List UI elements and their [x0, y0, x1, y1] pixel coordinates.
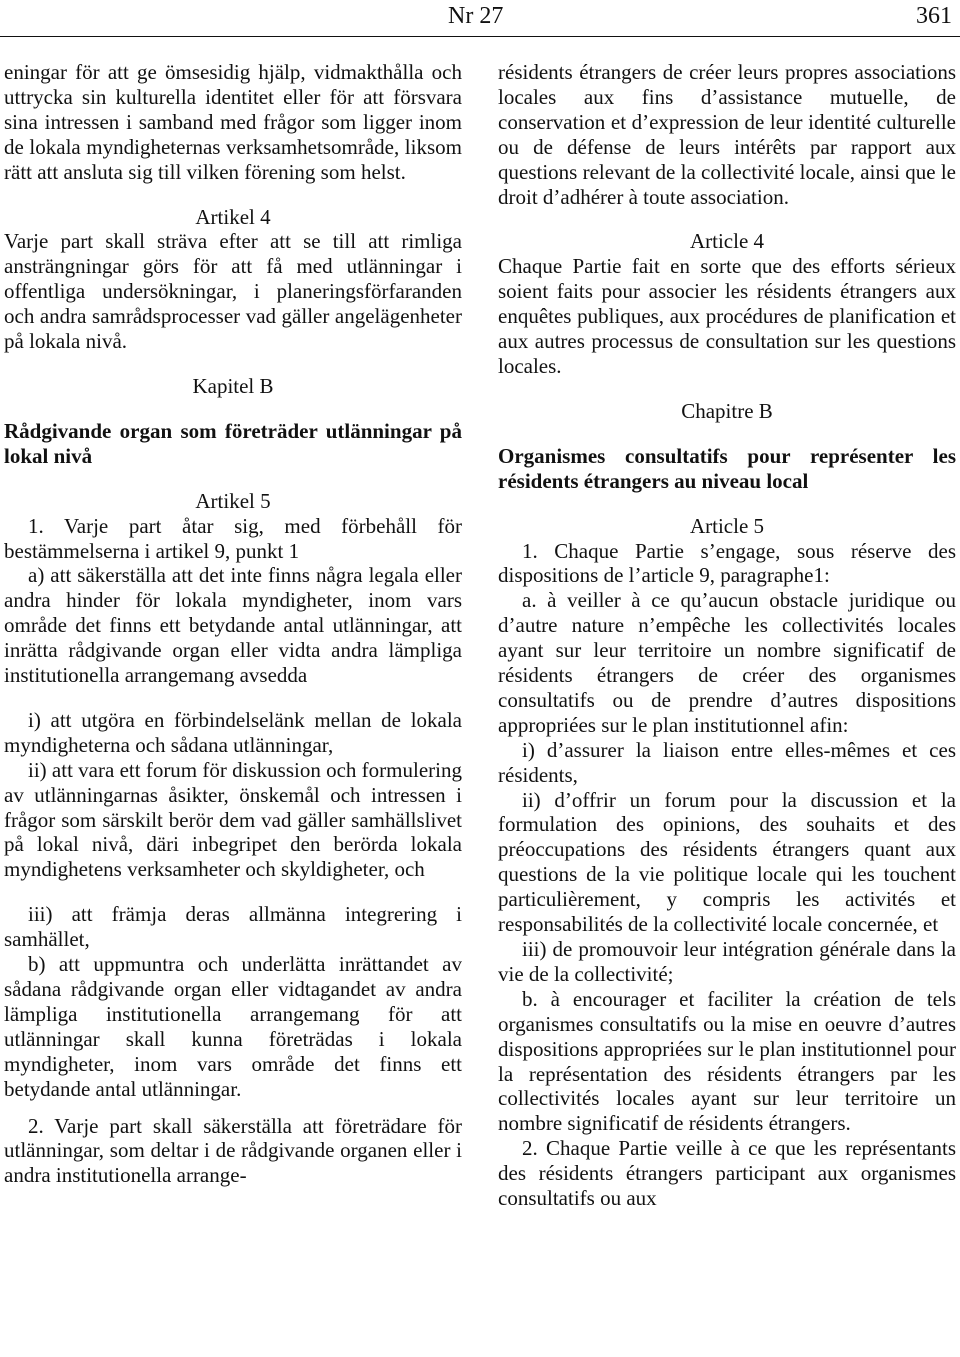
article-4-text: Chaque Partie fait en sorte que des efforts sérieux soient faits pour associer les résidents étrangers aux enquêtes publiques, aux procédures de planification et aux autres processus de consultation sur les questions locales.: [498, 254, 956, 378]
clause-ii: ii) d’offrir un forum pour la discussion et la formulation des opinions, des souhaits et des préoccupations des résidents étrangers quant aux questions de la vie politique locale qui les touchent particulièrement, y compris les activités et responsabilités de la collectivité locale concernée, et: [498, 787, 956, 937]
chapter-heading: Organismes consultatifs pour représenter les résidents étrangers au niveau local: [498, 443, 956, 493]
article-4-text: Varje part skall sträva efter att se till att rimliga ansträngningar görs för att få med utlänningar i offentliga undersökningar, i planeringsförfaranden och andra samrådsprocesser vad gäller angelägenheter på lokala nivå.: [4, 229, 462, 354]
clause-ii: ii) att vara ett forum för diskussion och formulering av utlänningarnas åsikter, önskemål och intressen i frågor som särskilt berör dem vad gäller samhällslivet på lokal nivå, däri inbegripet den berörda lokala myndighetens verksamheter och skyldigheter, och: [4, 757, 462, 882]
clause-iii: iii) att främja deras allmänna integrering i samhället,: [4, 902, 462, 952]
clause-b: b) att uppmuntra och underlätta inrättandet av sådana rådgivande organ eller vidtagandet av andra lämpliga institutionella arrangemang för att utlänningar skall kunna företrädas i lokala myndigheter, inom vars område det finns ett betydande antal utlänningar.: [4, 952, 462, 1101]
article-5-paragraph-2: 2. Varje part skall säkerställa att företrädare för utlänningar, som deltar i de rådgivande organen eller i andra institutionella arrange-: [4, 1113, 462, 1188]
article-5-paragraph-1: 1. Varje part åtar sig, med förbehåll för bestämmelserna i artikel 9, punkt 1: [4, 513, 462, 563]
chapter-label: Kapitel B: [192, 373, 274, 398]
page-header: [0, 0, 960, 36]
clause-a: a) att säkerställa att det inte finns några legala eller andra hinder för lokala myndigheter, inom vars område det finns ett betydande antal utlänningar, att inrätta rådgivande organ eller vidta andra lämpliga institutionella arrangemang avsedda: [4, 563, 462, 688]
clause-a: a. à veiller à ce qu’aucun obstacle juridique ou d’autre nature n’empêche les collectivités locales ayant sur leur territoire un nombre significatif de résidents étrangers de créer des organismes consultatifs ou de prendre d’autres dispositions appropriées sur le plan institutionnel afin:: [498, 588, 956, 737]
intro-paragraph: eningar för att ge ömsesidig hjälp, vidmakthålla och uttrycka sin kulturella identitet eller för att försvara sina intressen i samband med frågor som ligger inom de lokala myndigheternas verksamhetsområde, liksom rätt att ansluta sig till vilken förening som helst.: [4, 60, 462, 184]
journal-number: Nr 27: [448, 3, 504, 29]
article-5-paragraph-2: 2. Chaque Partie veille à ce que les représentants des résidents étrangers participant aux organismes consultatifs ou aux: [498, 1136, 956, 1211]
article-4-title: Article 4: [689, 229, 765, 254]
swedish-column: [4, 60, 462, 1188]
clause-iii: iii) de promouvoir leur intégration générale dans la vie de la collectivité;: [498, 937, 956, 986]
header-rule: [0, 36, 960, 37]
chapter-label: Chapitre B: [681, 398, 773, 423]
page-number: 361: [916, 3, 952, 29]
chapter-heading: Rådgivande organ som företräder utlänningar på lokal nivå: [4, 418, 462, 468]
french-column: [498, 60, 956, 1211]
clause-b: b. à encourager et faciliter la création de tels organismes consultatifs ou la mise en oeuvre d’autres dispositions appropriées sur le plan institutionnel pour la représentation des résidents étrangers par les collectivités locales ayant sur leur territoire un nombre significatif de résidents étrangers.: [498, 986, 956, 1136]
clause-i: i) d’assurer la liaison entre elles-mêmes et ces résidents,: [498, 737, 956, 787]
article-5-title: Article 5: [689, 513, 765, 538]
intro-paragraph: résidents étrangers de créer leurs propres associations locales aux fins d’assistance mutuelle, de conservation et d’expression de leur identité culturelle ou de défense de leurs intérêts par rapport aux questions relevant de la collectivité locale, ainsi que le droit d’adhérer à toute association.: [498, 60, 956, 209]
clause-i: i) att utgöra en förbindelselänk mellan de lokala myndigheterna och sådana utlänningar,: [4, 707, 462, 757]
article-4-title: Artikel 4: [195, 204, 271, 229]
article-5-paragraph-1: 1. Chaque Partie s’engage, sous réserve des dispositions de l’article 9, paragraphe1:: [498, 538, 956, 588]
article-5-title: Artikel 5: [195, 488, 271, 513]
